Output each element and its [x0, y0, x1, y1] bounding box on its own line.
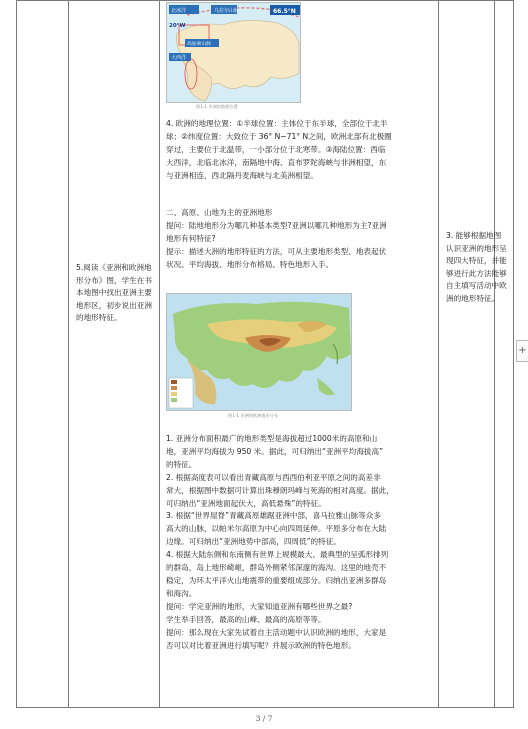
- text-line: 地，亚洲平均海拔为 950 米。据此，可归纳出“亚洲平均海拔高”: [166, 446, 384, 456]
- text-line: 稳定，为环太平洋火山地震带的重要组成部分。归纳出亚洲多群岛: [166, 575, 387, 585]
- table-divider: [68, 1, 69, 707]
- ural-label: 乌拉尔山脉: [214, 8, 240, 14]
- text-line: 提示：描述大洲的地形特征的方法，可从主要地形类型、地表起伏: [166, 246, 387, 256]
- text-line: 4. 欧洲的地理位置：①半球位置：主体位于东半球，全部位于北半: [166, 119, 388, 128]
- table-divider: [159, 1, 160, 707]
- design-intent-text: 3. 能够根据地图认识亚洲的地形呈现四大特征，并能够进行此方法能够自主填写活动中欧洲的地形特征。: [446, 231, 507, 303]
- arctic-ocean-label: 北冰洋: [171, 8, 187, 14]
- text-line: 的群岛，岛上地形崎岖，群岛外侧紧邻深邃的海沟。这里的地壳不: [166, 563, 387, 573]
- text-line: 提问：那么现在大家先试着自主活动题中认识欧洲的地形，大家是: [166, 627, 387, 637]
- asia-terrain-map-graphic: [167, 294, 352, 411]
- table-divider: [438, 1, 439, 707]
- text-line: 3. 根据“世界屋脊”青藏高原雄踞亚洲中部，喜马拉雅山脉等众多: [166, 511, 381, 521]
- asia-terrain-map: [166, 293, 352, 411]
- text-line: 大西洋，北临北冰洋，南隔地中海、直布罗陀海峡与非洲相望，东: [166, 157, 387, 167]
- text-line: 状况、平均海拔、地形分布格局、特色地形入手。: [166, 259, 334, 269]
- text-line: 和海沟。: [166, 588, 197, 598]
- section-heading: 二、高原、山地为主的亚洲地形: [166, 208, 273, 217]
- text-line: 地形有何特征?: [166, 233, 216, 243]
- text-line: 2. 根据高度表可以看出青藏高原与西西伯利亚平原之间的高差非: [166, 472, 381, 482]
- text-line: 穿过，主要位于北温带，一小部分位于北寒带。③海陆位置：西临: [166, 144, 386, 154]
- text-line: 球；②纬度位置：大致位于 36° N~71° N之间，欧洲北部有北极圈: [166, 131, 392, 141]
- text-line: 否可以对比着亚洲进行填写呢？并展示欧洲的特色地形。: [166, 640, 356, 650]
- text-line: 提问：陆地地形分为哪几种基本类型?亚洲以哪几种地形为主?亚洲: [166, 220, 387, 230]
- map1-caption: 图1-1 亚洲的地理位置: [196, 104, 238, 109]
- section-2-text: [166, 207, 438, 272]
- text-line: 1. 亚洲分布面积最广的地形类型是海拔超过1000米的高原和山: [166, 434, 378, 443]
- text-line: 可归纳出“亚洲地面起伏大，高低悬殊”的特征。: [166, 498, 326, 508]
- table-divider: [494, 1, 495, 707]
- expand-side-tab[interactable]: +: [516, 340, 528, 362]
- text-line: 4. 根据大陆东侧和东南侧有世界上规模最大、最典型的呈弧形排列: [166, 550, 389, 560]
- text-line: 的特征。: [166, 459, 197, 469]
- text-line: 高大的山脉，以帕米尔高原为中心向四周延伸。平原多分布在大陆: [166, 524, 387, 534]
- caucasus-label: 高加索山脉: [187, 42, 211, 47]
- asia-location-map-graphic: [167, 3, 301, 103]
- page-number: 3 / 7: [255, 714, 273, 723]
- text-line: 学生举手回答，最高的山峰、最高的高原等等。: [166, 614, 326, 624]
- terrain-points-text: [166, 433, 438, 652]
- map2-caption: 图1-1 亚洲和欧洲地形分布: [228, 413, 279, 418]
- atlantic-label: 大西洋: [171, 55, 187, 61]
- asia-location-map: [166, 2, 301, 103]
- latitude-label: 66.5°N: [273, 8, 296, 15]
- student-activity-text: 5.阅读《亚洲和欧洲地形分布》图，学生在书本地图中找出亚洲主要地形区，初步说出亚洲的地形特征。: [76, 263, 152, 323]
- text-line: 边缘。可归纳出“亚洲地势中部高，四周低”的特征。: [166, 537, 341, 547]
- text-line: 与亚洲相连，西北隔丹麦海峡与北美洲相望。: [166, 170, 318, 180]
- text-line: 常大，根据图中数据可计算出珠穆朗玛峰与死海的相对高度。据此，: [166, 485, 394, 495]
- text-line: 提问：学完亚洲的地形，大家知道亚洲有哪些世界之最?: [166, 601, 353, 611]
- section-4-text: [166, 118, 438, 183]
- longitude-label: 20°W: [169, 23, 186, 29]
